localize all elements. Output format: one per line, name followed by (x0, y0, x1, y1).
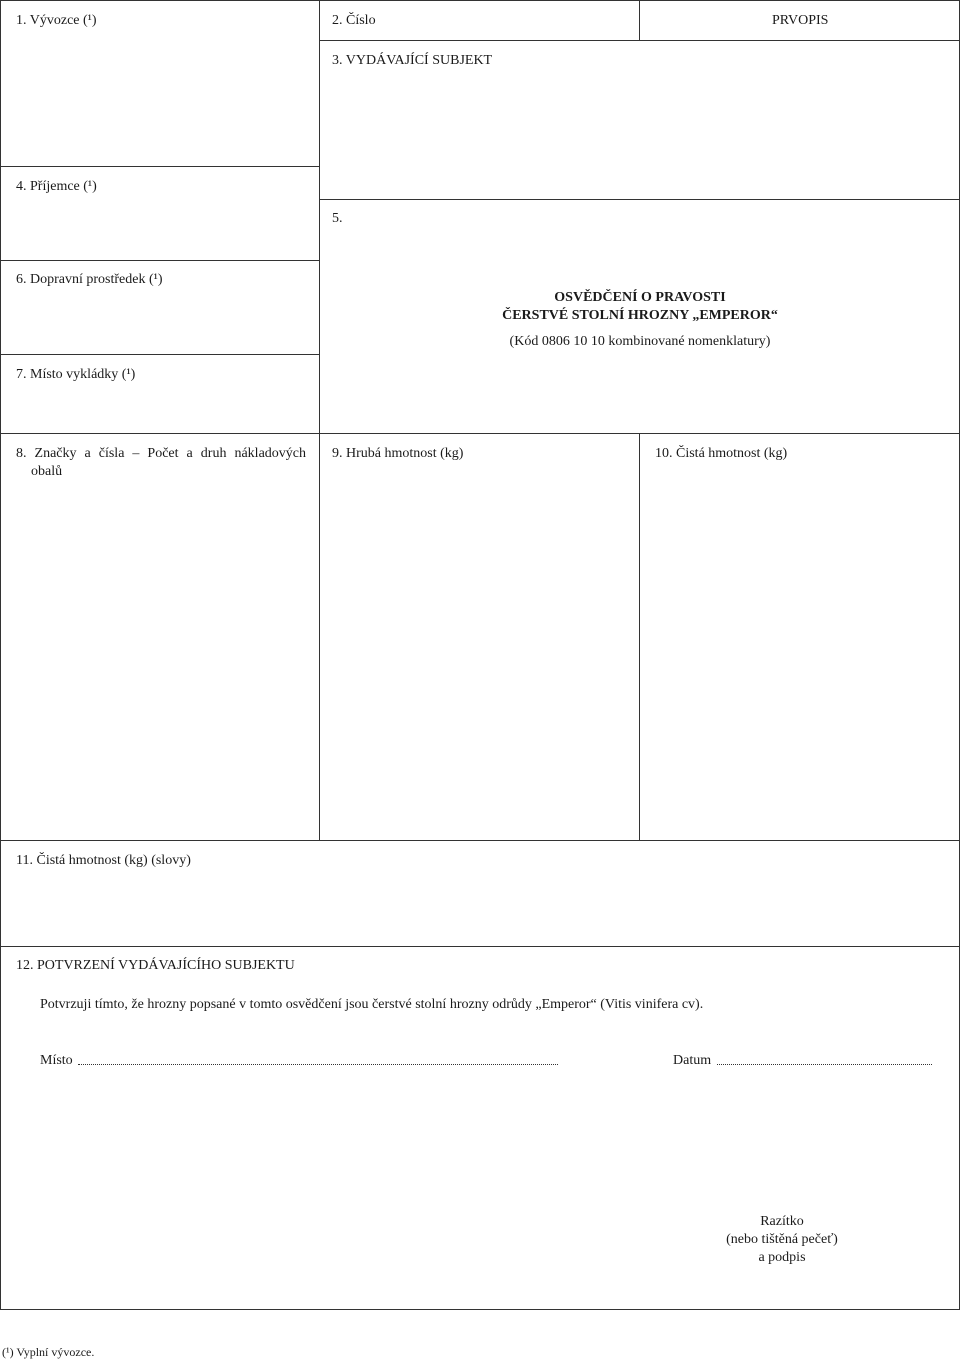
line-above-confirmation (0, 946, 960, 947)
frame-bottom (0, 1309, 960, 1310)
date-field[interactable] (717, 1064, 932, 1065)
footnote: (¹) Vyplní vývozce. (2, 1345, 95, 1359)
line-under-transport (0, 354, 320, 355)
certificate-title-line2: ČERSTVÉ STOLNÍ HROZNY „EMPEROR“ (502, 308, 778, 323)
certificate-title-line1: OSVĚDČENÍ O PRAVOSTI (554, 290, 726, 305)
box7-unloading-label: 7. Místo vykládky (¹) (16, 367, 136, 382)
box12-confirmation-label: 12. POTVRZENÍ VYDÁVAJÍCÍHO SUBJEKTU (16, 958, 295, 973)
box2-number-label: 2. Číslo (332, 13, 376, 28)
stamp-line1: Razítko (760, 1214, 804, 1229)
box4-consignee-label: 4. Příjemce (¹) (16, 179, 97, 194)
stamp-line2: (nebo tištěná pečeť) (726, 1232, 838, 1247)
place-field[interactable] (78, 1064, 558, 1065)
box6-transport-label: 6. Dopravní prostředek (¹) (16, 272, 163, 287)
divider-gross-net (639, 433, 640, 840)
divider-number-original (639, 0, 640, 40)
line-under-issuing-body (319, 199, 960, 200)
line-under-number (319, 40, 960, 41)
box11-net-mass-words-label: 11. Čistá hmotnost (kg) (slovy) (16, 853, 191, 868)
line-above-net-words (0, 840, 960, 841)
frame-left (0, 0, 1, 1310)
line-above-packages (0, 433, 960, 434)
box9-gross-mass-label: 9. Hrubá hmotnost (kg) (332, 446, 464, 461)
frame-top (0, 0, 960, 1)
box3-issuing-body-label: 3. VYDÁVAJÍCÍ SUBJEKT (332, 53, 493, 68)
stamp-line3: a podpis (758, 1250, 806, 1265)
line-under-exporter (0, 166, 320, 167)
box5-label: 5. (332, 211, 343, 226)
date-label: Datum (673, 1053, 712, 1068)
box10-net-mass-label: 10. Čistá hmotnost (kg) (655, 446, 788, 461)
line-under-consignee (0, 260, 320, 261)
original-mark: PRVOPIS (772, 13, 829, 28)
box1-exporter-label: 1. Vývozce (¹) (16, 13, 97, 28)
confirmation-statement: Potvrzuji tímto, že hrozny popsané v tomto osvědčení jsou čerstvé stolní hrozny odrůdy „Emperor“ (Vitis vinifera cv). (40, 997, 704, 1012)
divider-left-column (319, 0, 320, 840)
box8-marks-label-line1: 8. Značky a čísla – Počet a druh nákladových (16, 446, 306, 461)
certificate-code: (Kód 0806 10 10 kombinované nomenklatury) (509, 334, 771, 349)
place-label: Místo (40, 1053, 73, 1068)
box8-marks-label-line2: obalů (31, 464, 63, 479)
